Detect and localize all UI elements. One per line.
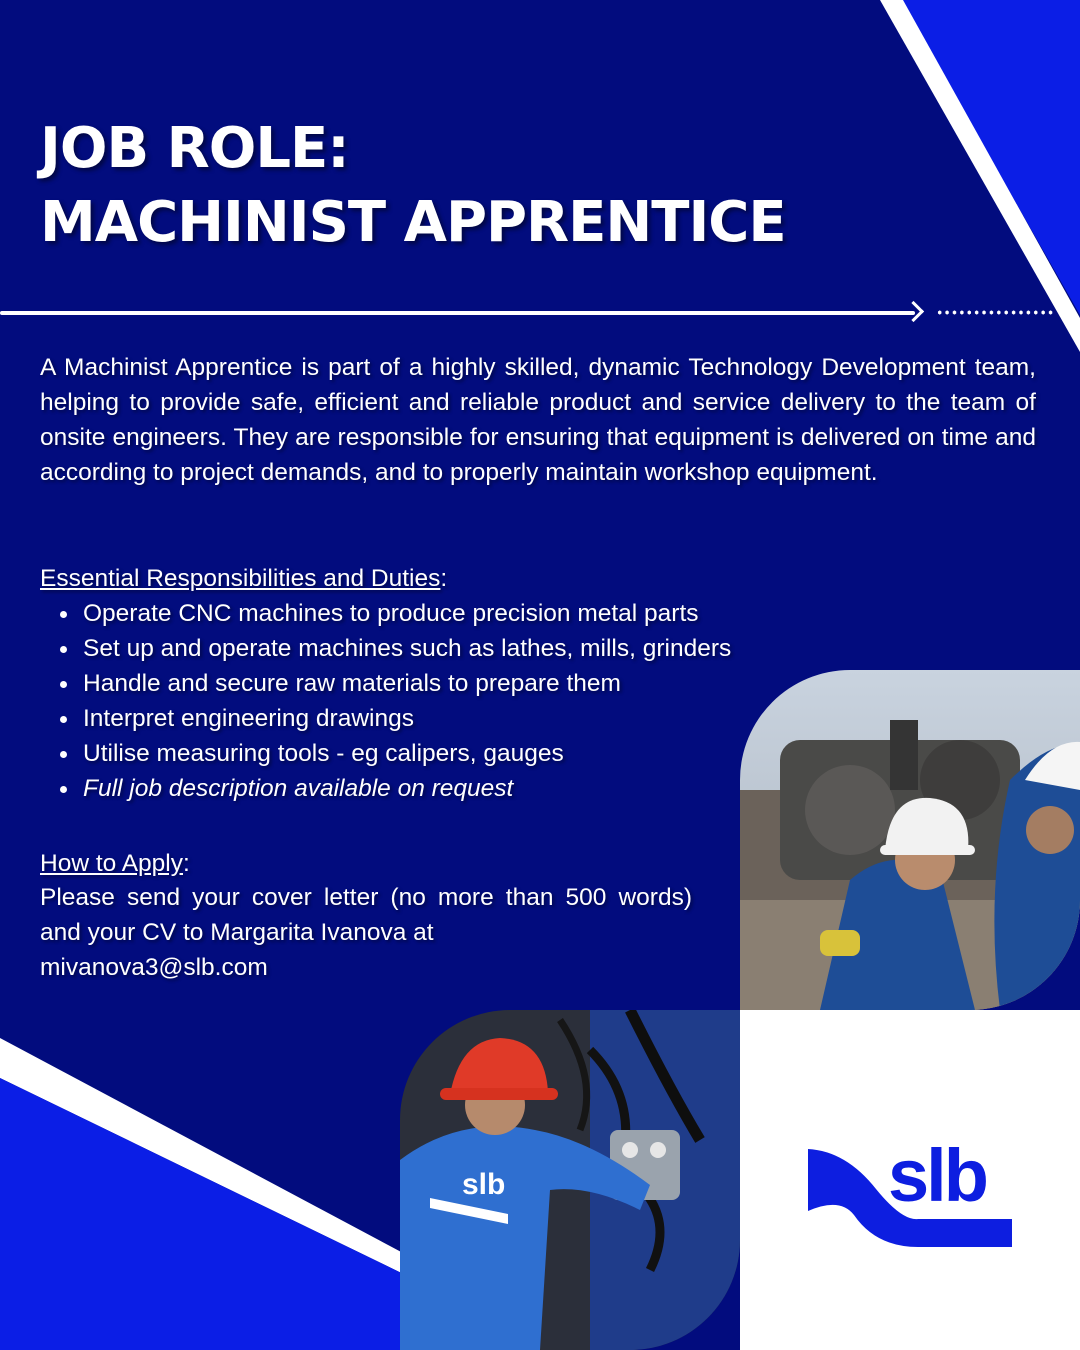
list-item: Interpret engineering drawings xyxy=(40,701,731,736)
apply-paragraph xyxy=(40,880,692,985)
duties-heading xyxy=(40,561,447,596)
duties-list xyxy=(40,596,731,806)
email-link[interactable]: mivanova3@slb.com xyxy=(40,954,268,981)
list-item: Handle and secure raw materials to prepare them xyxy=(40,666,731,701)
logo-text: slb xyxy=(888,1135,986,1217)
title-line-2: MACHINIST APPRENTICE xyxy=(40,190,786,255)
dotted-line xyxy=(936,310,1054,315)
duties-heading-colon: : xyxy=(440,565,448,592)
worker-photo xyxy=(400,1010,740,1350)
intro-paragraph: A Machinist Apprentice is part of a highly skilled, dynamic Technology Development team, helping to provide safe, efficient and reliable product and service delivery to the team of onsite engineers. They are responsible for ensuring that equipment is delivered on time and according to project demands, and to properly maintain workshop equipment. xyxy=(40,354,1036,486)
page-title xyxy=(40,112,786,260)
title-line-1: JOB ROLE: xyxy=(40,116,349,181)
apply-heading-colon: : xyxy=(183,850,190,877)
engineers-photo xyxy=(740,670,1080,1010)
list-item: Set up and operate machines such as lathes, mills, grinders xyxy=(40,631,731,666)
list-item: Utilise measuring tools - eg calipers, gauges xyxy=(40,736,731,771)
apply-heading xyxy=(40,846,190,881)
list-item: Operate CNC machines to produce precision metal parts xyxy=(40,596,731,631)
uniform-logo-text: slb xyxy=(462,1168,506,1201)
bottom-left-accent xyxy=(0,1078,420,1350)
apply-instructions: Please send your cover letter (no more than 500 words) and your CV to Margarita Ivanova at xyxy=(40,884,692,946)
slb-logo xyxy=(806,1135,1012,1251)
apply-heading-text: How to Apply xyxy=(40,850,183,877)
list-item: Full job description available on request xyxy=(40,771,731,806)
divider-line xyxy=(0,311,915,315)
duties-heading-text: Essential Responsibilities and Duties xyxy=(40,565,441,592)
